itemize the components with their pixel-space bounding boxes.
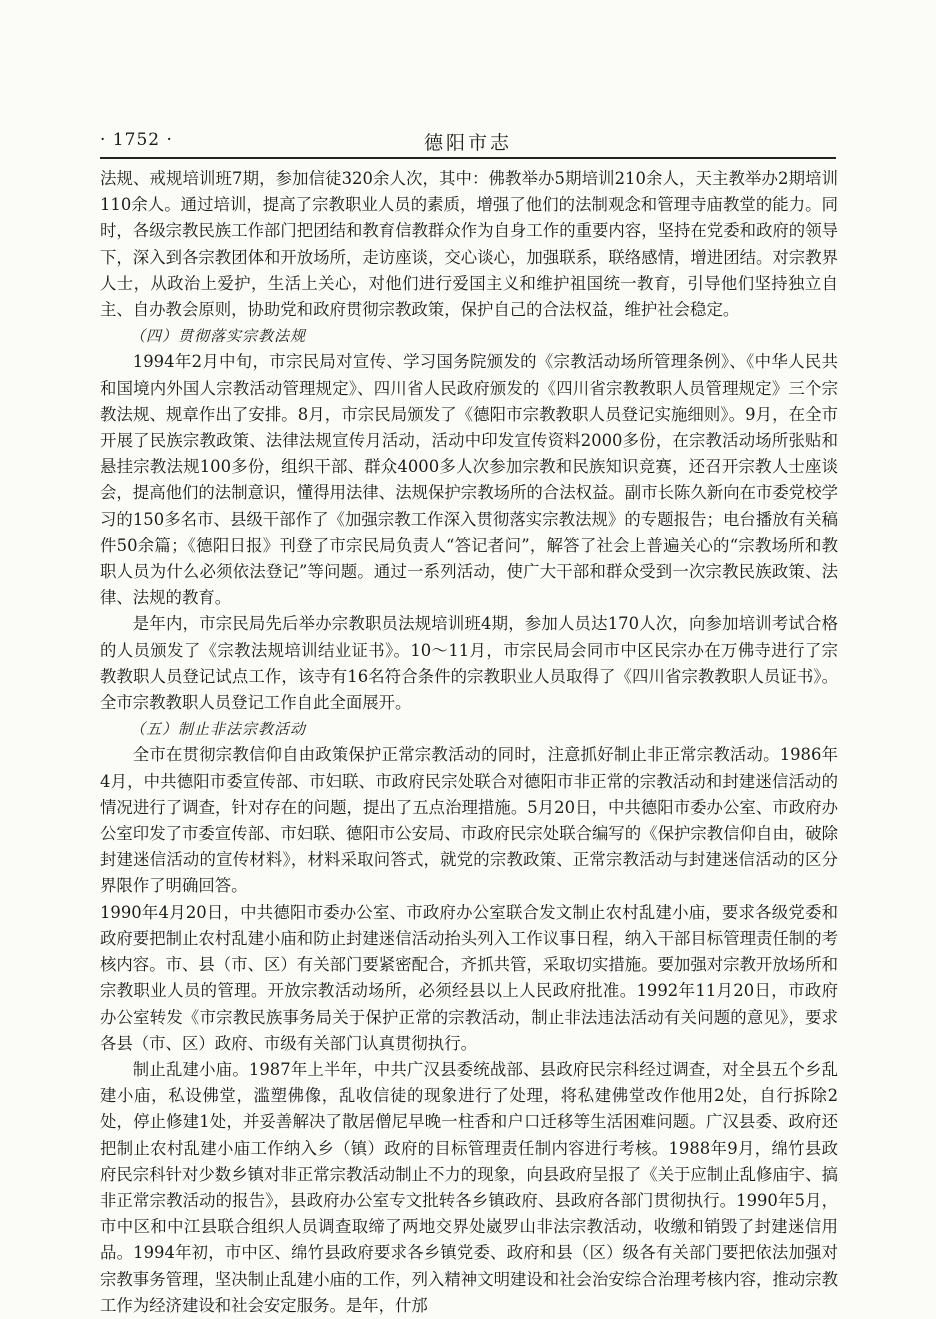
paragraph: 全市在贯彻宗教信仰自由政策保护正常宗教活动的同时，注意抓好制止非正常宗教活动。1986年4月，中共德阳市委宣传部、市妇联、市政府民宗处联合对德阳市非正常的宗教活动和封建迷信活动的情况进行了调查，针对存在的问题，提出了五点治理措施。5月20日，中共德阳市委办公室、市政府办公室印发了市委宣传部、市妇联、德阳市公安局、市政府民宗处联合编写的《保护宗教信仰自由，破除封建迷信活动的宣传材料》，材料采取问答式，就党的宗教政策、正常宗教活动与封建迷信活动的区分界限作了明确回答。 (100, 745, 838, 896)
paragraph: 1994年2月中旬，市宗民局对宣传、学习国务院颁发的《宗教活动场所管理条例》、《中华人民共和国境内外国人宗教活动管理规定》、四川省人民政府颁发的《四川省宗教教职人员管理规定》三个宗教法规、规章作出了安排。8月，市宗民局颁发了《德阳市宗教教职人员登记实施细则》。9月，在全市开展了民族宗教政策、法律法规宣传月活动，活动中印发宣传资料2000多份，在宗教活动场所张贴和悬挂宗教法规100多份，组织干部、群众4000多人次参加宗教和民族知识竞赛，还召开宗教人士座谈会，提高他们的法制意识，懂得用法律、法规保护宗教场所的合法权益。副市长陈久新向在市委党校学习的150多名市、县级干部作了《加强宗教工作深入贯彻落实宗教法规》的专题报告；电台播放有关稿件50余篇；《德阳日报》刊登了市宗民局负责人“答记者问”，解答了社会上普遍关心的“宗教场所和教职人员为什么必须依法登记”等问题。通过一系列活动，使广大干部和群众受到一次宗教民族政策、法律、法规的教育。 (100, 352, 838, 608)
section-heading-4: （四）贯彻落实宗教法规 (130, 327, 307, 346)
paragraph: 制止乱建小庙。1987年上半年，中共广汉县委统战部、县政府民宗科经过调查，对全县五个乡乱建小庙，私设佛堂，滥塑佛像，乱收信徒的现象进行了处理，将私建佛堂改作他用2处，自行拆除2处，停止修建1处，并妥善解决了散居僧尼早晚一柱香和户口迁移等生活困难问题。广汉县委、政府还把制止农村乱建小庙工作纳入乡（镇）政府的目标管理责任制内容进行考核。1988年9月，绵竹县政府民宗科针对少数乡镇对非正常宗教活动制止不力的现象，向县政府呈报了《关于应制止乱修庙宇、搞非正常宗教活动的报告》，县政府办公室专文批转各乡镇政府、县政府各部门贯彻执行。1990年5月，市中区和中江县联合组织人员调查取缔了两地交界处崴罗山非法宗教活动，收缴和销毁了封建迷信用品。1994年初，市中区、绵竹县政府要求各乡镇党委、政府和县（区）级各有关部门要把依法加强对宗教事务管理，坚决制止乱建小庙的工作，列入精神文明建设和社会治安综合治理考核内容，推动宗教工作为经济建设和社会安定服务。是年，什邡 (100, 1059, 838, 1315)
page-header (100, 124, 836, 156)
page-number: · 1752 · (100, 130, 173, 150)
paragraph: 1990年4月20日，中共德阳市委办公室、市政府办公室联合发文制止农村乱建小庙，要求各级党委和政府要把制止农村乱建小庙和防止封建迷信活动抬头列入工作议事日程，纳入干部目标管理责任制的考核内容。市、县（市、区）有关部门要紧密配合，齐抓共管，采取切实措施。要加强对宗教开放场所和宗教职业人员的管理。开放宗教活动场所，必须经县以上人民政府批准。1992年11月20日，市政府办公室转发《市宗教民族事务局关于保护正常的宗教活动，制止非法违法活动有关问题的意见》，要求各县（市、区）政府、市级有关部门认真贯彻执行。 (100, 902, 838, 1053)
header-rule (100, 157, 836, 159)
section-heading-5: （五）制止非法宗教活动 (130, 720, 307, 739)
running-title: 德阳市志 (423, 132, 512, 154)
paragraph-continued: 法规、戒规培训班7期，参加信徒320余人次，其中：佛教举办5期培训210余人，天主教举办2期培训110余人。通过培训，提高了宗教职业人员的素质，增强了他们的法制观念和管理寺庙教堂的能力。同时，各级宗教民族工作部门把团结和教育信教群众作为自身工作的重要内容，坚持在党委和政府的领导下，深入到各宗教团体和开放场所，走访座谈，交心谈心，加强联系，联络感情，增进团结。对宗教界人士，从政治上爱护，生活上关心，对他们进行爱国主义和维护祖国统一教育，引导他们坚持独立自主、自办教会原则，协助党和政府贯彻宗教政策，保护自己的合法权益，维护社会稳定。 (100, 169, 838, 320)
body-text (100, 166, 838, 1319)
paragraph: 是年内，市宗民局先后举办宗教职员法规培训班4期，参加人员达170人次，向参加培训考试合格的人员颁发了《宗教法规培训结业证书》。10～11月，市宗民局会同市中区民宗办在万佛寺进行了宗教教职人员登记试点工作，该寺有16名符合条件的宗教职业人员取得了《四川省宗教教职人员证书》。全市宗教教职人员登记工作自此全面展开。 (100, 614, 838, 713)
